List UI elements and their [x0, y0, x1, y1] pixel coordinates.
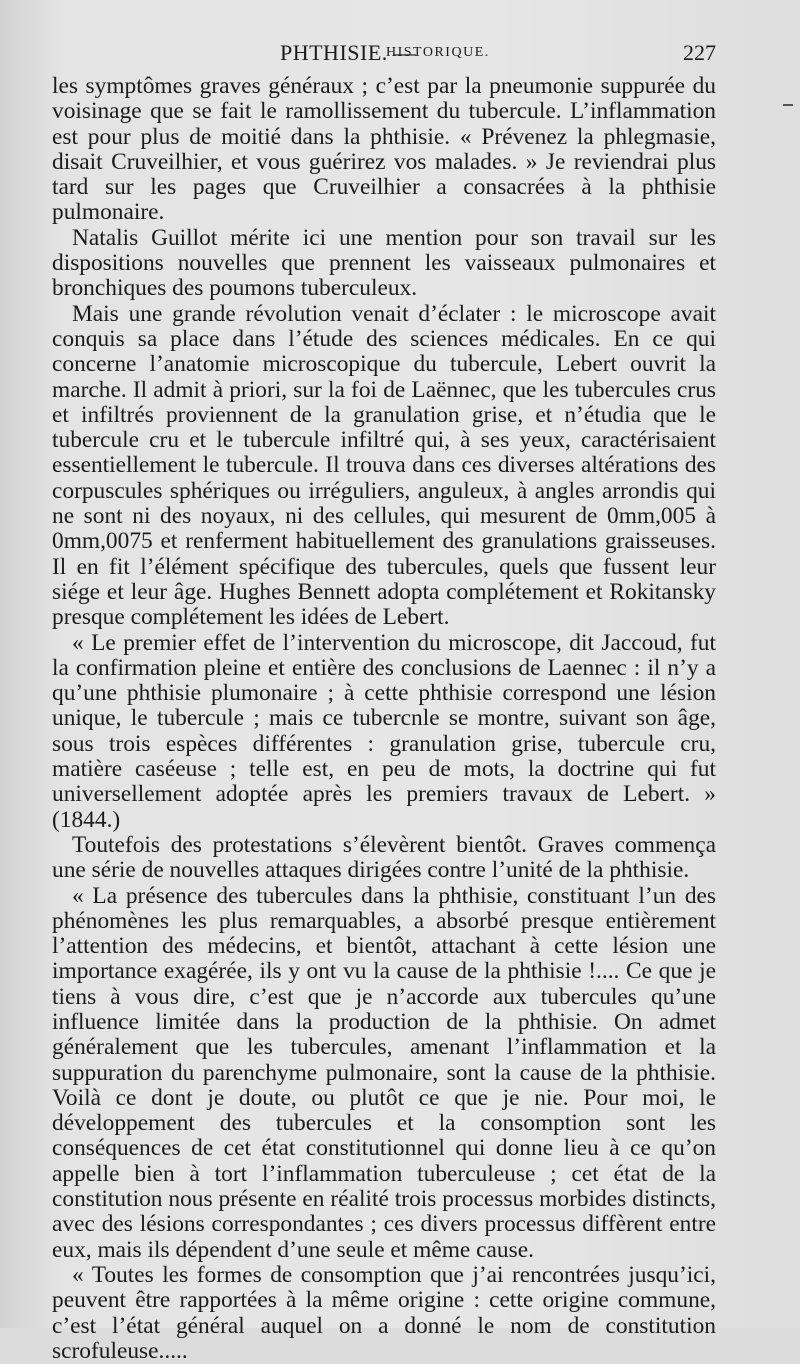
paragraph-6: « La présence des tubercules dans la phthisie, constituant l’un des phénomènes les plus remarquables, a absorbé presque entièrement l’attention des médecins, et bientôt, attachant à cette lésion une importance exagérée, ils y ont vu la cause de la phthisie !.... Ce que je tiens à vous dire, c’est que je n’accorde aux tubercules qu’une influence limitée dans la production de la phthisie. On admet généralement que les tubercules, amenant l’inflammation et la suppuration du parenchyme pulmonaire, sont la cause de la phthisie. Voilà ce dont je doute, ou plutôt ce que je nie. Pour moi, le développement des tubercules et la consomption sont les conséquences de cet état constitutionnel qui donne lieu à ce qu’on appelle bien à tort l’inflammation tuberculeuse ; cet état de la constitution nous présente en réalité trois processus morbides distincts, avec des lésions correspondantes ; ces divers processus diffèrent entre eux, mais ils dépendent d’une seule et même cause. — [52, 882, 716, 1263]
running-section: HISTORIQUE. — [386, 45, 490, 60]
paragraph-7: « Toutes les formes de consomption que j’ai rencontrées jusqu’ici, peuvent être rapportées à la même origine : cette origine commune, c’est l’état général auquel on a donné le nom de constitution scrofuleuse..... — [52, 1261, 716, 1364]
paragraph-2: Natalis Guillot mérite ici une mention pour son travail sur les dispositions nouvelles que prennent les vaisseaux pulmonaires et bronchiques des poumons tuberculeux. — [52, 224, 716, 302]
paragraph-1: les symptômes graves généraux ; c’est par la pneumonie suppurée du voisinage que se fait le ramollissement du tubercule. L’inflammation est pour plus de moitié dans la phthisie. « Prévenez la phlegmasie, disait Cruveilhier, et vous guérirez vos malades. » Je reviendrai plus tard sur les pages que Cruveilhier a consacrées à la phthisie pulmonaire. — [52, 73, 716, 226]
margin-mark — [783, 104, 793, 106]
paragraph-3: Mais une grande révolution venait d’éclater : le microscope avait conquis sa place dans l’étude des sciences médicales. En ce qui concerne l’anatomie microscopique du tubercule, Lebert ouvrit la marche. Il admit à priori, sur la foi de Laënnec, que les tubercules crus et infiltrés proviennent de la granulation grise, et n’étudia que le tubercule cru et le tubercule infiltré qui, à ses yeux, caractérisaient essentiellement le tubercule. Il trouva dans ces diverses altérations des corpuscules sphériques ou irréguliers, anguleux, à angles arrondis qui ne sont ni des noyaux, ni des cellules, qui mesurent de 0mm,005 à 0mm,0075 et renferment habituellement des granulations graisseuses. Il en fit l’élément spécifique des tubercules, quels que fussent leur siége et leur âge. Hughes Bennett adopta complétement et Rokitansky presque complétement les idées de Lebert. — [52, 300, 716, 631]
page-number: 227 — [683, 40, 716, 65]
running-title: PHTHISIE. — — [280, 40, 417, 65]
running-header — [52, 38, 716, 70]
paragraph-5: Toutefois des protestations s’élevèrent bientôt. Graves commença une série de nouvelles attaques dirigées contre l’unité de la phthisie. — [52, 831, 716, 884]
body-text — [52, 74, 716, 1364]
paragraph-4: « Le premier effet de l’intervention du microscope, dit Jaccoud, fut la confirmation pleine et entière des conclusions de Laennec : il n’y a qu’une phthisie plumonaire ; à cette phthisie correspond une lésion unique, le tubercule ; mais ce tubercnle se montre, suivant son âge, sous trois espèces différentes : granulation grise, tubercule cru, matière caséeuse ; telle est, en peu de mots, la doctrine qui fut universellement adoptée après les premiers travaux de Lebert. » (1844.) — [52, 629, 716, 833]
